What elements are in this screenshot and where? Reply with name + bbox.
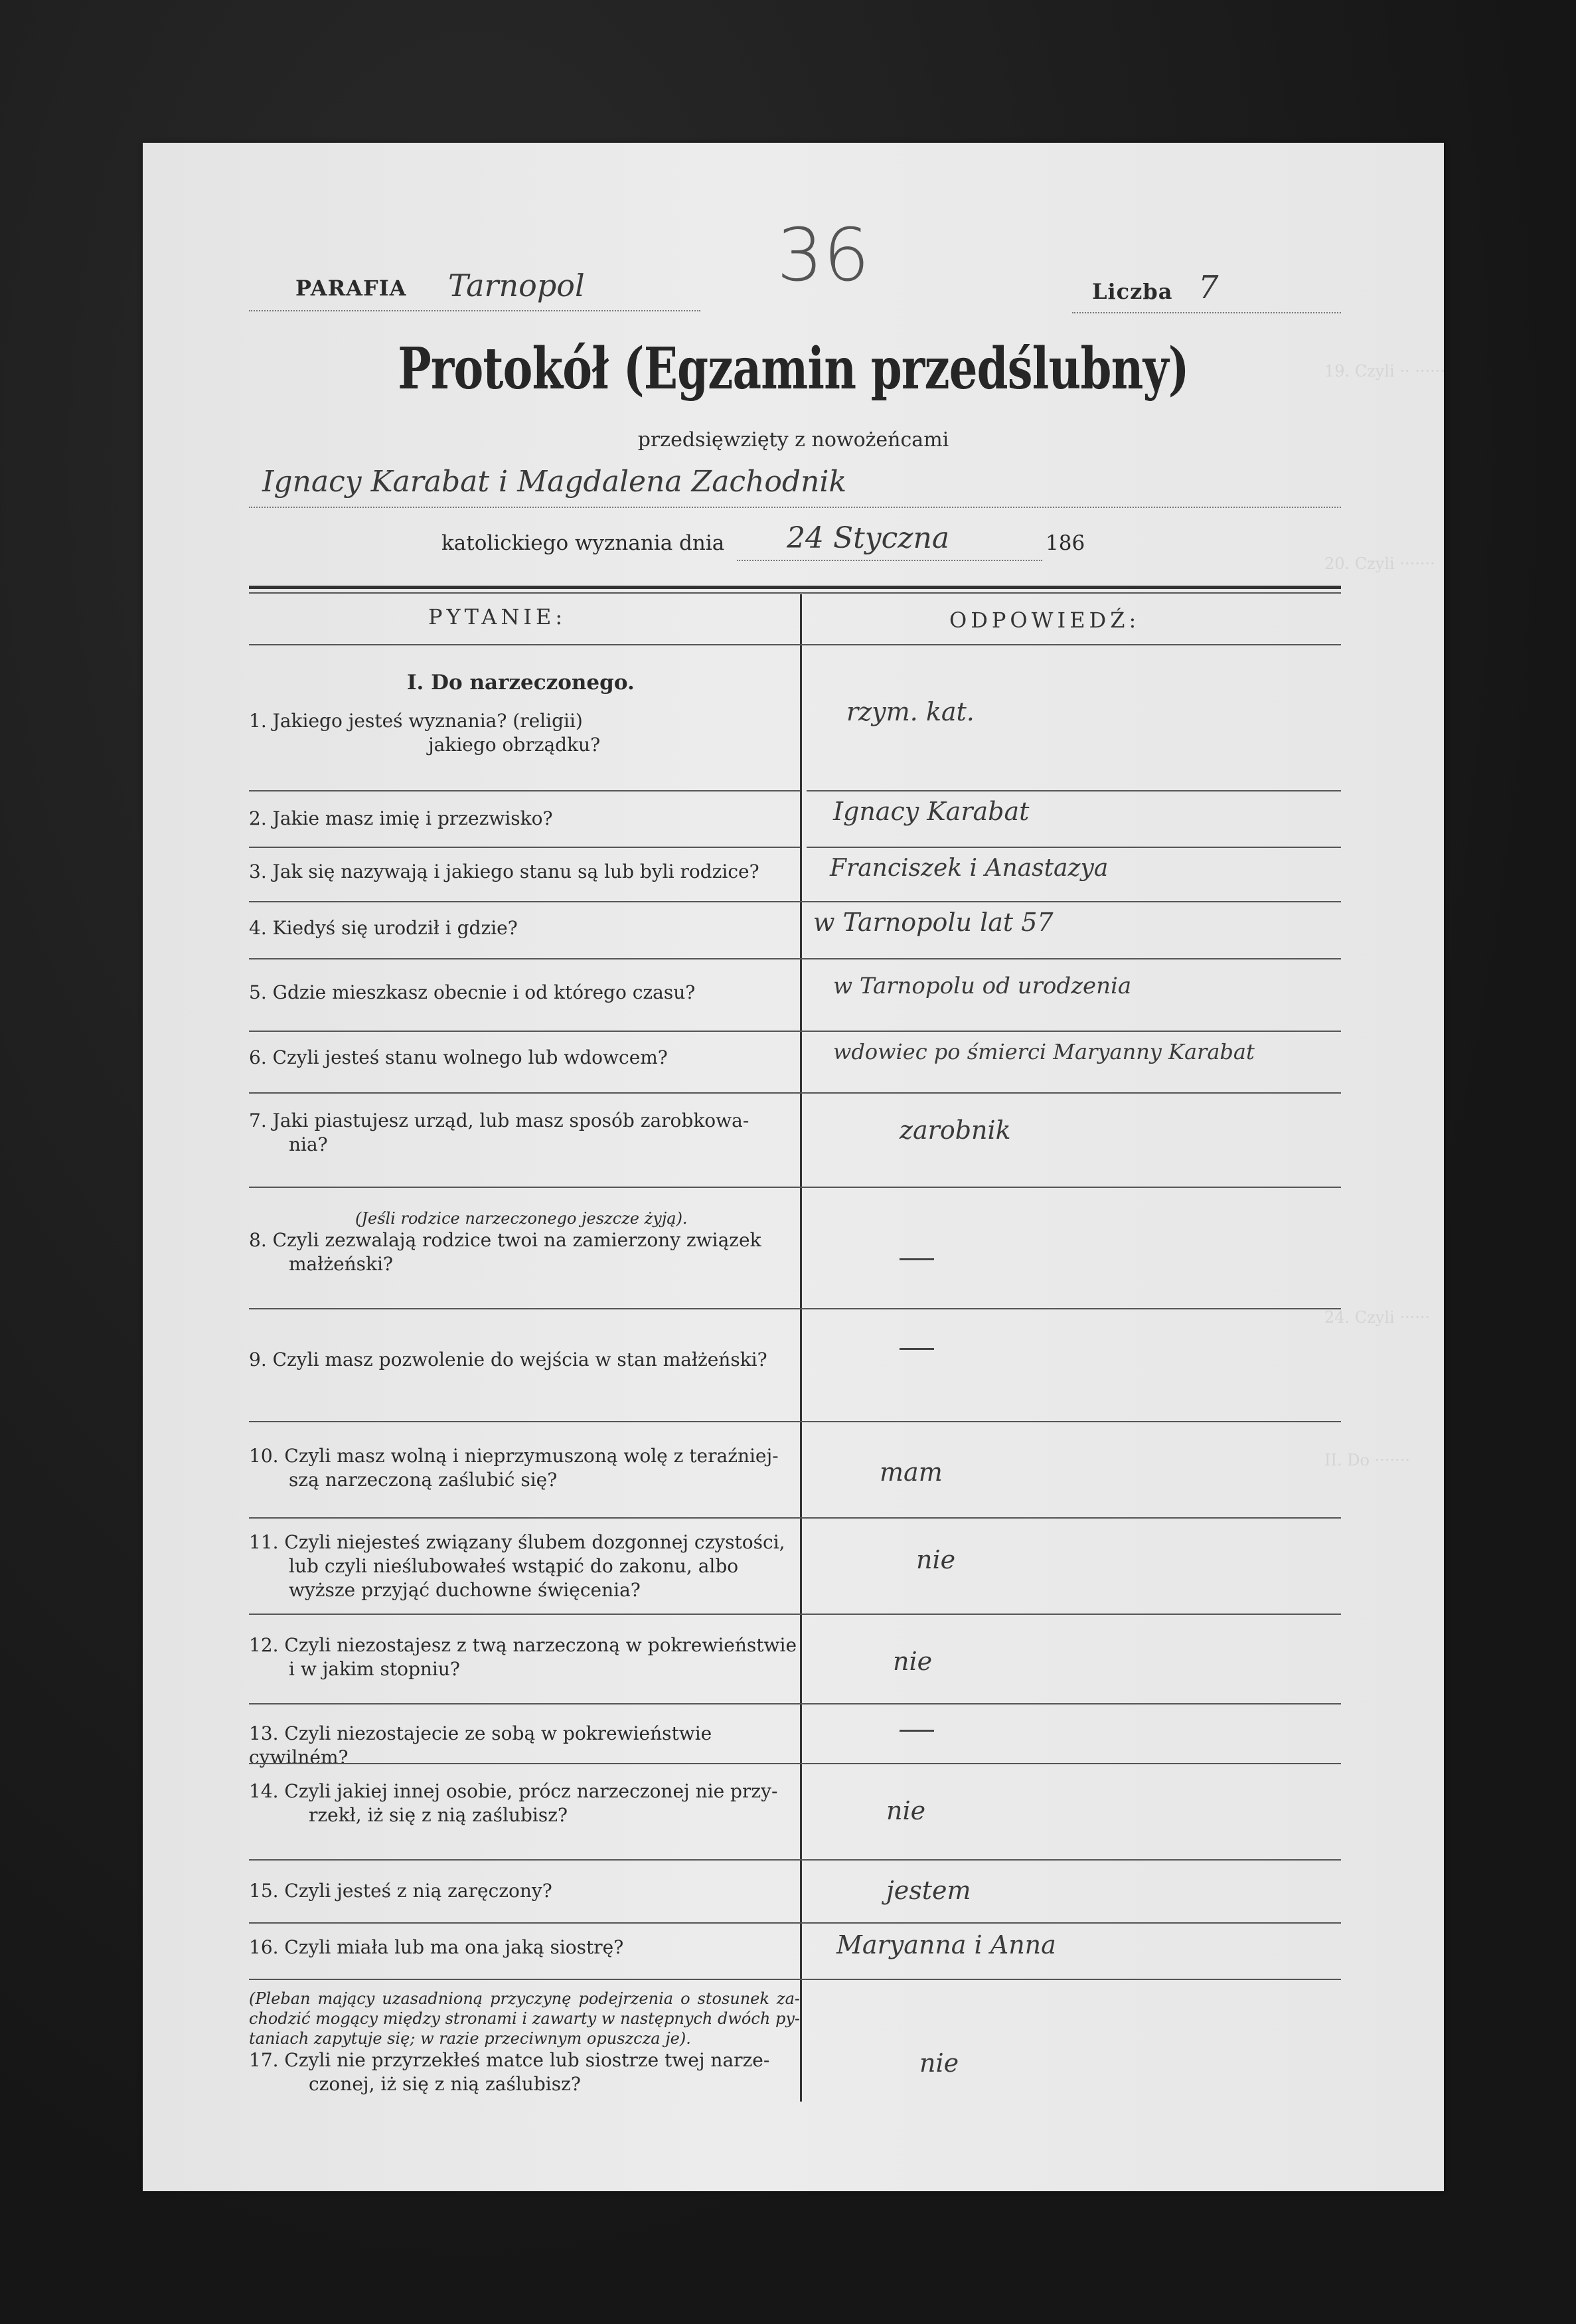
row-rule bbox=[249, 790, 800, 791]
row-rule bbox=[249, 1092, 1341, 1094]
answer-8-dash bbox=[900, 1258, 934, 1260]
row-rule bbox=[249, 1614, 1341, 1615]
question-4 bbox=[249, 916, 800, 940]
question-10 bbox=[249, 1444, 800, 1492]
bleed-through-text: II. Do ······· bbox=[1324, 1451, 1410, 1469]
liczba-dotline bbox=[1072, 312, 1341, 313]
liczba-value: 7 bbox=[1198, 269, 1219, 306]
question-15 bbox=[249, 1879, 800, 1903]
question-11-text3: wyższe przyjąć duchowne święcenia? bbox=[289, 1579, 641, 1601]
question-14-text2: rzekł, iż się z nią zaślubisz? bbox=[309, 1804, 568, 1826]
date-dotline bbox=[737, 560, 1042, 561]
question-7 bbox=[249, 1109, 800, 1157]
question-1-text2: jakiego obrządku? bbox=[428, 734, 601, 756]
answer-5: w Tarnopolu od urodzenia bbox=[833, 973, 1132, 999]
question-12-text: 12. Czyli niezostajesz z twą narzeczoną w pokrewieństwie bbox=[249, 1634, 797, 1656]
row-rule bbox=[249, 1031, 1341, 1032]
question-14-text: 14. Czyli jakiej innej osobie, prócz narzeczonej nie przy- bbox=[249, 1780, 778, 1802]
question-7-text: 7. Jaki piastujesz urząd, lub masz sposób zarobkowa- bbox=[249, 1110, 749, 1131]
question-8-text2: małżeński? bbox=[289, 1253, 393, 1275]
row-rule bbox=[249, 1308, 1341, 1309]
row-rule bbox=[249, 1517, 1341, 1519]
date-year: 186 bbox=[1046, 531, 1085, 555]
row-rule bbox=[249, 958, 1341, 959]
question-15-text: 15. Czyli jesteś z nią zaręczony? bbox=[249, 1880, 552, 1902]
answer-column-header: ODPOWIEDŹ: bbox=[949, 608, 1141, 633]
answer-13-dash bbox=[900, 1730, 934, 1732]
question-9-text: 9. Czyli masz pozwolenie do wejścia w stan małżeński? bbox=[249, 1349, 767, 1370]
question-5-text: 5. Gdzie mieszkasz obecnie i od którego czasu? bbox=[249, 981, 696, 1003]
question-13-text: 13. Czyli niezostajecie ze sobą w pokrewieństwie cywilném? bbox=[249, 1722, 712, 1768]
answer-3: Franciszek i Anastazya bbox=[830, 855, 1109, 882]
answer-10: mam bbox=[880, 1457, 943, 1487]
parafia-label: PARAFIA bbox=[295, 276, 407, 301]
question-17 bbox=[249, 1989, 800, 2096]
answer-6: wdowiec po śmierci Maryanny Karabat bbox=[833, 1039, 1255, 1064]
row-rule bbox=[249, 1763, 1341, 1764]
question-1-text: 1. Jakiego jesteś wyznania? (religii) bbox=[249, 710, 583, 732]
parafia-value: Tarnopol bbox=[448, 268, 585, 303]
section-title: I. Do narzeczonego. bbox=[407, 671, 635, 695]
question-5 bbox=[249, 981, 800, 1005]
question-16-text: 16. Czyli miała lub ma ona jaką siostrę? bbox=[249, 1936, 624, 1958]
column-divider bbox=[800, 594, 802, 2102]
row-rule bbox=[807, 847, 1341, 848]
question-11 bbox=[249, 1531, 800, 1602]
answer-15: jestem bbox=[886, 1876, 971, 1905]
document-subtitle: przedsięwzięty z nowożeńcami bbox=[637, 428, 949, 452]
row-rule bbox=[249, 1187, 1341, 1188]
table-top-rule bbox=[249, 586, 1341, 589]
bleed-through-text: 19. Czyli ·· ······ bbox=[1324, 362, 1446, 380]
bleed-through-text: 24. Czyli ······ bbox=[1324, 1308, 1431, 1327]
question-6 bbox=[249, 1046, 800, 1070]
answer-7: zarobnik bbox=[900, 1116, 1011, 1145]
question-2 bbox=[249, 807, 800, 831]
question-10-text: 10. Czyli masz wolną i nieprzymuszoną wolę z teraźniej- bbox=[249, 1445, 779, 1467]
question-8 bbox=[249, 1208, 800, 1276]
question-6-text: 6. Czyli jesteś stanu wolnego lub wdowcem? bbox=[249, 1046, 668, 1068]
row-rule bbox=[249, 1922, 1341, 1924]
question-3 bbox=[249, 860, 800, 884]
row-rule bbox=[249, 1859, 1341, 1861]
answer-12: nie bbox=[893, 1647, 933, 1676]
question-11-text2: lub czyli nieślubowałeś wstąpić do zakonu, albo bbox=[289, 1555, 739, 1577]
answer-4: w Tarnopolu lat 57 bbox=[813, 908, 1054, 937]
date-prefix: katolickiego wyznania dnia bbox=[441, 531, 725, 555]
couple-dotline bbox=[249, 507, 1341, 508]
row-rule bbox=[249, 901, 1341, 902]
row-rule bbox=[249, 1703, 1341, 1704]
question-1 bbox=[249, 709, 800, 757]
question-column-header: PYTANIE: bbox=[428, 604, 567, 629]
answer-16: Maryanna i Anna bbox=[836, 1930, 1056, 1959]
question-12 bbox=[249, 1633, 800, 1681]
couple-names: Ignacy Karabat i Magdalena Zachodnik bbox=[262, 465, 847, 499]
row-rule bbox=[807, 790, 1341, 791]
question-17-note: (Pleban mający uzasadnioną przyczynę podejrzenia o stosunek za-chodzić mogący między stronami i zawarty w następnych dwóch py-taniach zapytuje się; w razie przeciwnym opuszcza je). bbox=[249, 1989, 800, 2048]
question-9 bbox=[249, 1348, 800, 1372]
sheet-number: 36 bbox=[777, 212, 870, 297]
question-11-text: 11. Czyli niejesteś związany ślubem dozgonnej czystości, bbox=[249, 1531, 785, 1553]
liczba-label: Liczba bbox=[1092, 279, 1173, 304]
answer-17: nie bbox=[919, 2048, 959, 2078]
row-rule bbox=[249, 1421, 1341, 1422]
answer-2: Ignacy Karabat bbox=[833, 797, 1030, 826]
answer-14: nie bbox=[886, 1796, 926, 1825]
question-14 bbox=[249, 1780, 800, 1827]
question-8-note: (Jeśli rodzice narzeczonego jeszcze żyją). bbox=[355, 1209, 688, 1228]
question-16 bbox=[249, 1936, 800, 1959]
document-page bbox=[143, 143, 1444, 2191]
answer-1: rzym. kat. bbox=[846, 697, 975, 726]
answer-11: nie bbox=[916, 1545, 956, 1574]
question-17-text2: czonej, iż się z nią zaślubisz? bbox=[309, 2073, 581, 2095]
table-top-rule-2 bbox=[249, 592, 1341, 594]
question-8-text: 8. Czyli zezwalają rodzice twoi na zamierzony związek bbox=[249, 1229, 761, 1251]
answer-9-dash bbox=[900, 1348, 934, 1350]
question-2-text: 2. Jakie masz imię i przezwisko? bbox=[249, 807, 553, 829]
question-12-text2: i w jakim stopniu? bbox=[289, 1658, 460, 1680]
date-value: 24 Styczna bbox=[787, 521, 950, 555]
document-title: Protokół (Egzamin przedślubny) bbox=[398, 335, 1189, 402]
question-17-text: 17. Czyli nie przyrzekłeś matce lub siostrze twej narze- bbox=[249, 2049, 770, 2071]
bleed-through-text: 20. Czyli ······· bbox=[1324, 554, 1435, 573]
header-rule bbox=[249, 644, 1341, 645]
question-10-text2: szą narzeczoną zaślubić się? bbox=[289, 1469, 558, 1491]
parafia-dotline bbox=[249, 310, 700, 311]
question-7-text2: nia? bbox=[289, 1133, 328, 1155]
question-3-text: 3. Jak się nazywają i jakiego stanu są lub byli rodzice? bbox=[249, 861, 759, 882]
row-rule bbox=[249, 1979, 1341, 1980]
row-rule bbox=[249, 847, 800, 848]
question-4-text: 4. Kiedyś się urodził i gdzie? bbox=[249, 917, 518, 939]
